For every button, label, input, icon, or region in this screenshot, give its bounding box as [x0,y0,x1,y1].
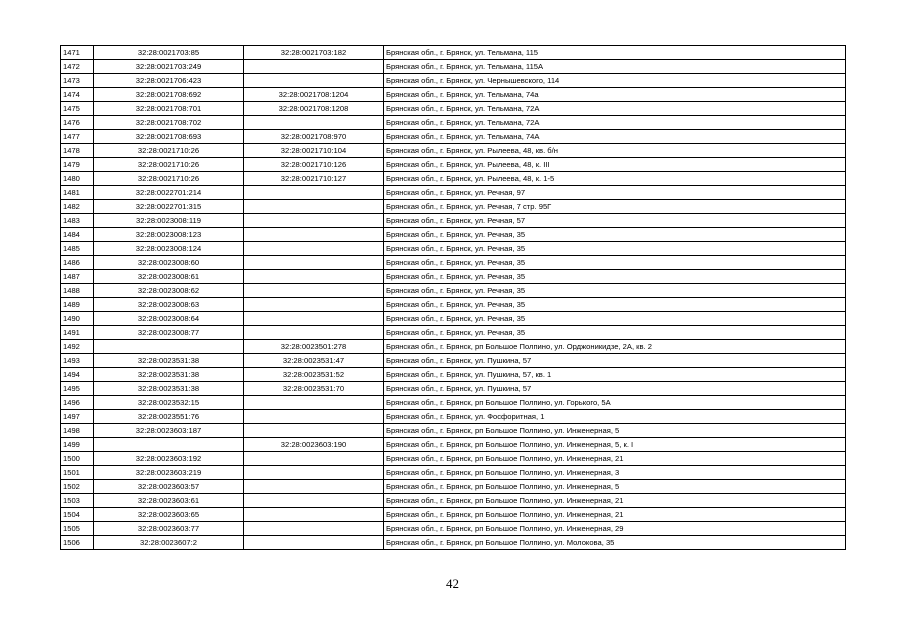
row-number-cell: 1501 [61,466,94,480]
table-row [61,228,846,242]
table-row [61,452,846,466]
address-cell: Брянская обл., г. Брянск, ул. Пушкина, 57 [384,354,846,368]
object-number-cell [244,522,384,536]
object-number-cell: 32:28:0023501:278 [244,340,384,354]
object-number-cell: 32:28:0021710:104 [244,144,384,158]
row-number-cell: 1486 [61,256,94,270]
address-cell: Брянская обл., г. Брянск, ул. Речная, 35 [384,326,846,340]
cadastral-number-cell: 32:28:0021708:701 [94,102,244,116]
address-cell: Брянская обл., г. Брянск, ул. Речная, 35 [384,298,846,312]
row-number-cell: 1505 [61,522,94,536]
cadastral-number-cell: 32:28:0021708:692 [94,88,244,102]
cadastral-number-cell: 32:28:0021710:26 [94,158,244,172]
cadastral-number-cell: 32:28:0023008:62 [94,284,244,298]
cadastral-number-cell: 32:28:0023531:38 [94,354,244,368]
object-number-cell [244,186,384,200]
table-row [61,270,846,284]
object-number-cell [244,228,384,242]
object-number-cell [244,452,384,466]
address-cell: Брянская обл., г. Брянск, ул. Фосфоритная, 1 [384,410,846,424]
table-row [61,354,846,368]
address-cell: Брянская обл., г. Брянск, рп Большое Полпино, ул. Инженерная, 21 [384,452,846,466]
property-table-body [61,46,846,550]
address-cell: Брянская обл., г. Брянск, ул. Речная, 35 [384,270,846,284]
cadastral-number-cell: 32:28:0023008:123 [94,228,244,242]
cadastral-number-cell: 32:28:0023532:15 [94,396,244,410]
table-row [61,74,846,88]
row-number-cell: 1494 [61,368,94,382]
row-number-cell: 1498 [61,424,94,438]
row-number-cell: 1492 [61,340,94,354]
object-number-cell [244,60,384,74]
cadastral-number-cell: 32:28:0023008:60 [94,256,244,270]
table-row [61,424,846,438]
table-row [61,494,846,508]
address-cell: Брянская обл., г. Брянск, рп Большое Полпино, ул. Инженерная, 21 [384,508,846,522]
address-cell: Брянская обл., г. Брянск, ул. Речная, 35 [384,228,846,242]
row-number-cell: 1496 [61,396,94,410]
table-row [61,116,846,130]
object-number-cell: 32:28:0021708:1208 [244,102,384,116]
object-number-cell [244,424,384,438]
table-row [61,340,846,354]
table-row [61,284,846,298]
table-row [61,88,846,102]
cadastral-number-cell: 32:28:0023603:57 [94,480,244,494]
object-number-cell: 32:28:0021710:127 [244,172,384,186]
table-row [61,396,846,410]
address-cell: Брянская обл., г. Брянск, ул. Рылеева, 48, к. III [384,158,846,172]
row-number-cell: 1484 [61,228,94,242]
address-cell: Брянская обл., г. Брянск, рп Большое Полпино, ул. Орджоникидзе, 2А, кв. 2 [384,340,846,354]
object-number-cell [244,270,384,284]
object-number-cell [244,200,384,214]
address-cell: Брянская обл., г. Брянск, ул. Речная, 57 [384,214,846,228]
address-cell: Брянская обл., г. Брянск, рп Большое Полпино, ул. Инженерная, 5 [384,480,846,494]
table-row [61,130,846,144]
address-cell: Брянская обл., г. Брянск, ул. Пушкина, 57 [384,382,846,396]
object-number-cell [244,326,384,340]
cadastral-number-cell: 32:28:0021710:26 [94,144,244,158]
object-number-cell: 32:28:0023531:70 [244,382,384,396]
address-cell: Брянская обл., г. Брянск, ул. Речная, 35 [384,284,846,298]
address-cell: Брянская обл., г. Брянск, рп Большое Полпино, ул. Инженерная, 5, к. I [384,438,846,452]
address-cell: Брянская обл., г. Брянск, рп Большое Полпино, ул. Инженерная, 21 [384,494,846,508]
address-cell: Брянская обл., г. Брянск, ул. Пушкина, 57, кв. 1 [384,368,846,382]
cadastral-number-cell: 32:28:0023531:38 [94,382,244,396]
row-number-cell: 1473 [61,74,94,88]
table-row [61,46,846,60]
address-cell: Брянская обл., г. Брянск, ул. Речная, 35 [384,256,846,270]
address-cell: Брянская обл., г. Брянск, ул. Тельмана, 72А [384,116,846,130]
table-row [61,144,846,158]
cadastral-number-cell: 32:28:0021703:249 [94,60,244,74]
table-row [61,466,846,480]
row-number-cell: 1493 [61,354,94,368]
table-row [61,508,846,522]
address-cell: Брянская обл., г. Брянск, ул. Речная, 35 [384,312,846,326]
row-number-cell: 1476 [61,116,94,130]
page-number: 42 [446,576,459,591]
object-number-cell: 32:28:0021708:1204 [244,88,384,102]
row-number-cell: 1477 [61,130,94,144]
row-number-cell: 1488 [61,284,94,298]
row-number-cell: 1471 [61,46,94,60]
cadastral-number-cell: 32:28:0023603:219 [94,466,244,480]
table-row [61,522,846,536]
cadastral-number-cell: 32:28:0022701:214 [94,186,244,200]
object-number-cell [244,74,384,88]
table-row [61,102,846,116]
table-row [61,382,846,396]
address-cell: Брянская обл., г. Брянск, ул. Тельмана, 74А [384,130,846,144]
object-number-cell [244,298,384,312]
address-cell: Брянская обл., г. Брянск, рп Большое Полпино, ул. Горького, 5А [384,396,846,410]
object-number-cell [244,536,384,550]
table-row [61,368,846,382]
table-row [61,326,846,340]
table-row [61,200,846,214]
row-number-cell: 1502 [61,480,94,494]
table-row [61,214,846,228]
cadastral-number-cell: 32:28:0023603:65 [94,508,244,522]
table-row [61,298,846,312]
table-row [61,242,846,256]
property-table [60,45,846,550]
cadastral-number-cell: 32:28:0023008:61 [94,270,244,284]
address-cell: Брянская обл., г. Брянск, рп Большое Полпино, ул. Молокова, 35 [384,536,846,550]
address-cell: Брянская обл., г. Брянск, ул. Тельмана, 115 [384,46,846,60]
row-number-cell: 1489 [61,298,94,312]
row-number-cell: 1478 [61,144,94,158]
object-number-cell: 32:28:0023603:190 [244,438,384,452]
row-number-cell: 1506 [61,536,94,550]
row-number-cell: 1503 [61,494,94,508]
cadastral-number-cell: 32:28:0023531:38 [94,368,244,382]
object-number-cell [244,242,384,256]
table-row [61,60,846,74]
address-cell: Брянская обл., г. Брянск, рп Большое Полпино, ул. Инженерная, 29 [384,522,846,536]
row-number-cell: 1497 [61,410,94,424]
object-number-cell [244,480,384,494]
address-cell: Брянская обл., г. Брянск, ул. Тельмана, 74а [384,88,846,102]
cadastral-number-cell: 32:28:0023607:2 [94,536,244,550]
address-cell: Брянская обл., г. Брянск, ул. Речная, 35 [384,242,846,256]
row-number-cell: 1472 [61,60,94,74]
cadastral-number-cell: 32:28:0023551:76 [94,410,244,424]
table-row [61,438,846,452]
object-number-cell [244,284,384,298]
address-cell: Брянская обл., г. Брянск, рп Большое Полпино, ул. Инженерная, 5 [384,424,846,438]
address-cell: Брянская обл., г. Брянск, ул. Тельмана, 115А [384,60,846,74]
cadastral-number-cell: 32:28:0021708:693 [94,130,244,144]
row-number-cell: 1474 [61,88,94,102]
address-cell: Брянская обл., г. Брянск, рп Большое Полпино, ул. Инженерная, 3 [384,466,846,480]
table-row [61,480,846,494]
row-number-cell: 1500 [61,452,94,466]
cadastral-number-cell: 32:28:0023603:77 [94,522,244,536]
object-number-cell [244,508,384,522]
address-cell: Брянская обл., г. Брянск, ул. Рылеева, 48, кв. б/н [384,144,846,158]
row-number-cell: 1485 [61,242,94,256]
table-row [61,312,846,326]
row-number-cell: 1480 [61,172,94,186]
object-number-cell [244,256,384,270]
row-number-cell: 1479 [61,158,94,172]
object-number-cell [244,494,384,508]
object-number-cell: 32:28:0023531:52 [244,368,384,382]
cadastral-number-cell: 32:28:0021708:702 [94,116,244,130]
cadastral-number-cell [94,438,244,452]
table-row [61,172,846,186]
cadastral-number-cell: 32:28:0023008:119 [94,214,244,228]
object-number-cell: 32:28:0021708:970 [244,130,384,144]
cadastral-number-cell: 32:28:0023008:64 [94,312,244,326]
row-number-cell: 1499 [61,438,94,452]
cadastral-number-cell: 32:28:0023603:187 [94,424,244,438]
table-row [61,256,846,270]
cadastral-number-cell: 32:28:0021703:85 [94,46,244,60]
table-row [61,158,846,172]
address-cell: Брянская обл., г. Брянск, ул. Тельмана, 72А [384,102,846,116]
object-number-cell: 32:28:0021703:182 [244,46,384,60]
row-number-cell: 1483 [61,214,94,228]
address-cell: Брянская обл., г. Брянск, ул. Речная, 7 стр. 95Г [384,200,846,214]
cadastral-number-cell: 32:28:0022701:315 [94,200,244,214]
object-number-cell [244,396,384,410]
cadastral-number-cell [94,340,244,354]
cadastral-number-cell: 32:28:0023008:77 [94,326,244,340]
cadastral-number-cell: 32:28:0021710:26 [94,172,244,186]
object-number-cell: 32:28:0023531:47 [244,354,384,368]
table-row [61,536,846,550]
row-number-cell: 1495 [61,382,94,396]
row-number-cell: 1504 [61,508,94,522]
object-number-cell [244,410,384,424]
table-row [61,186,846,200]
row-number-cell: 1481 [61,186,94,200]
cadastral-number-cell: 32:28:0023603:192 [94,452,244,466]
object-number-cell: 32:28:0021710:126 [244,158,384,172]
cadastral-number-cell: 32:28:0023008:124 [94,242,244,256]
row-number-cell: 1490 [61,312,94,326]
row-number-cell: 1482 [61,200,94,214]
object-number-cell [244,466,384,480]
cadastral-number-cell: 32:28:0021706:423 [94,74,244,88]
object-number-cell [244,214,384,228]
address-cell: Брянская обл., г. Брянск, ул. Речная, 97 [384,186,846,200]
row-number-cell: 1475 [61,102,94,116]
address-cell: Брянская обл., г. Брянск, ул. Рылеева, 48, к. 1-5 [384,172,846,186]
cadastral-number-cell: 32:28:0023008:63 [94,298,244,312]
address-cell: Брянская обл., г. Брянск, ул. Чернышевского, 114 [384,74,846,88]
table-row [61,410,846,424]
row-number-cell: 1491 [61,326,94,340]
object-number-cell [244,312,384,326]
cadastral-number-cell: 32:28:0023603:61 [94,494,244,508]
row-number-cell: 1487 [61,270,94,284]
object-number-cell [244,116,384,130]
